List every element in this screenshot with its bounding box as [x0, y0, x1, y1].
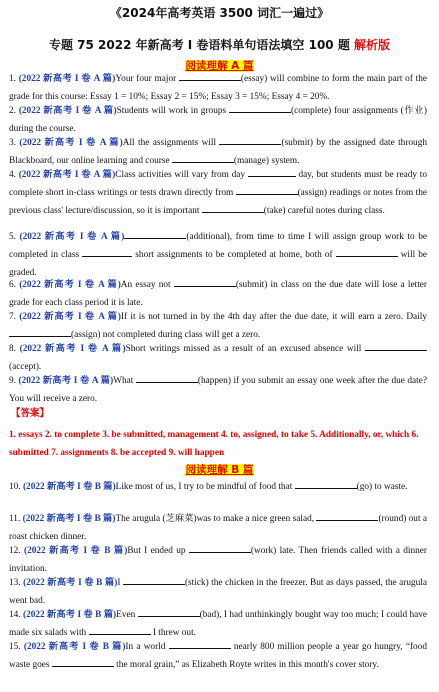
question-text: Even	[116, 610, 138, 620]
question-source: (2022 新高考 I 卷 A 篇)	[18, 106, 117, 116]
question-text: I	[117, 578, 123, 588]
question-source: (2022 新高考 I 卷 A 篇)	[18, 74, 116, 84]
answer-blank[interactable]	[189, 543, 251, 553]
question-text: (work) late. Then friends called with a dinner invitation.	[9, 546, 427, 574]
question-text: In a world	[125, 642, 169, 652]
question-text: nearly 800 million people a year go hungry, “food waste goes	[9, 642, 427, 670]
section-heading-a: 阅读理解 A 篇	[185, 60, 254, 72]
question-item	[9, 638, 427, 674]
question-text: (manage) system.	[233, 156, 300, 166]
answer-blank[interactable]	[9, 327, 71, 337]
question-text: (assign) not completed during class will get a zero.	[71, 330, 261, 340]
question-number: 13.	[9, 578, 24, 588]
question-text: What	[113, 376, 136, 386]
question-number: 8.	[9, 344, 20, 354]
question-item	[9, 228, 427, 282]
question-number: 14.	[9, 610, 23, 620]
subtitle-tag: 解析版	[354, 38, 391, 52]
question-text: (complete) four assignments (作业) during the course.	[9, 106, 427, 134]
question-text: (submit) by the assigned date through Blackboard, our online learning and course	[9, 138, 428, 166]
question-source: (2022 新高考 I 卷 A 篇)	[18, 376, 114, 386]
subtitle-main: 专题 75 2022 年新高考 I 卷语料单句语法填空 100 题	[48, 38, 350, 52]
question-text: (submit) in class on the due date will lose a letter grade for each class period it is late.	[9, 280, 427, 308]
answer-blank[interactable]	[236, 185, 298, 195]
question-item	[9, 308, 427, 344]
question-text: Class activities will vary from day	[115, 170, 248, 180]
answer-blank[interactable]	[123, 575, 185, 585]
question-text: Students will work in groups	[116, 106, 229, 116]
answer-blank[interactable]	[316, 511, 378, 521]
question-source: (2022 新高考 I 卷 B 篇)	[23, 610, 117, 620]
section-heading-b: 阅读理解 B 篇	[185, 464, 254, 476]
question-text: short assignments to be completed at home, both of	[132, 250, 336, 260]
answer-text: 1. essays 2. to complete 3. be submitted, management 4. to, assigned, to take 5. Additionally, or, which 6. submitted 7. assignments 8. be accepted 9. will happen	[9, 430, 419, 458]
question-text: All the assignments will	[122, 138, 220, 148]
answer-blank[interactable]	[295, 479, 357, 489]
question-text: (happen) if you submit an essay one week after the due date? You will receive a zero.	[9, 376, 427, 404]
question-item	[9, 372, 427, 408]
question-text: An essay not	[120, 280, 174, 290]
question-number: 10.	[9, 482, 23, 492]
answer-blank[interactable]	[365, 341, 427, 351]
question-item	[9, 510, 427, 546]
question-source: (2022 新高考 I 卷 B 篇)	[22, 514, 116, 524]
answer-blank[interactable]	[336, 247, 398, 257]
question-item	[9, 276, 427, 312]
question-number: 7.	[9, 312, 20, 322]
question-item	[9, 574, 427, 610]
question-item	[9, 166, 427, 220]
question-text: the moral grain,” as Elizabeth Royte writes in this month's cover story.	[113, 660, 379, 670]
question-source: (2022 新高考 I 卷 A 篇)	[19, 344, 126, 354]
question-source: (2022 新高考 I 卷 B 篇)	[23, 642, 126, 652]
answer-blank[interactable]	[174, 277, 236, 287]
answer-blank[interactable]	[124, 229, 186, 239]
question-number: 2.	[9, 106, 19, 116]
question-text: I threw out.	[150, 628, 196, 638]
question-number: 6.	[9, 280, 20, 290]
question-number: 11.	[9, 514, 23, 524]
question-number: 3.	[9, 138, 20, 148]
document-subtitle	[0, 36, 439, 53]
question-number: 5.	[9, 232, 20, 242]
question-text: But I ended up	[127, 546, 189, 556]
document-title: 《2024年高考英语 3500 词汇一遍过》	[109, 6, 330, 20]
question-text: If it is not turned in by the 4th day after the due date, it will earn a zero. Daily	[120, 312, 427, 322]
question-number: 4.	[9, 170, 19, 180]
question-text: (bad), I had unthinkingly bought way too much; I could have made six salads with	[9, 610, 428, 638]
question-text: (additional), from time to time I will assign group work to be completed in class	[9, 232, 428, 260]
question-item	[9, 134, 427, 170]
answer-blank[interactable]	[179, 71, 241, 81]
question-text: (round) out a roast chicken dinner.	[9, 514, 427, 542]
question-text: (go) to waste.	[356, 482, 408, 492]
answer-blank[interactable]	[169, 639, 231, 649]
question-source: (2022 新高考 I 卷 B 篇)	[24, 546, 128, 556]
answer-blank[interactable]	[138, 607, 200, 617]
question-text: (essay) will combine to form the main part of the grade for this course: Essay 1 = 10%; Essay 2 = 15%; Essay 3 = 15%; Essay 4 = 20%.	[9, 74, 428, 102]
question-source: (2022 新高考 I 卷 B 篇)	[22, 482, 116, 492]
question-number: 15.	[9, 642, 24, 652]
question-source: (2022 新高考 I 卷 A 篇)	[19, 232, 125, 242]
answer-blank[interactable]	[89, 625, 151, 635]
question-text: will be graded.	[9, 250, 428, 278]
answer-blank[interactable]	[248, 167, 296, 177]
question-source: (2022 新高考 I 卷 A 篇)	[18, 170, 116, 180]
question-text: Like most of us, I try to be mindful of food that	[115, 482, 295, 492]
question-number: 12.	[9, 546, 25, 556]
question-number: 9.	[9, 376, 19, 386]
question-item	[9, 340, 427, 376]
question-item	[9, 70, 427, 106]
answer-blank[interactable]	[219, 135, 281, 145]
question-text: (assign) readings or notes from the previous class' lecture/discussion, so it is important	[9, 188, 427, 216]
question-text: day, but students must be ready to complete short in-class writings or tests drawn directly from	[9, 170, 427, 198]
question-text: Short writings missed as a result of an excused absence will	[125, 344, 365, 354]
question-text: (take) careful notes during class.	[263, 206, 385, 216]
question-text: (stick) the chicken in the freezer. But as days passed, the arugula went bad.	[9, 578, 427, 606]
question-text: (accept).	[9, 362, 42, 372]
answer-label: 【答案】	[11, 408, 50, 419]
question-text: Your four major	[115, 74, 179, 84]
answer-blank[interactable]	[202, 203, 264, 213]
question-item	[9, 478, 427, 496]
answer-blank[interactable]	[172, 153, 234, 163]
question-source: (2022 新高考 I 卷 B 篇)	[23, 578, 118, 588]
question-number: 1.	[9, 74, 19, 84]
question-item	[9, 542, 427, 578]
question-text: The arugula (芝麻菜)was to make a nice green salad,	[115, 514, 317, 524]
question-item	[9, 102, 427, 138]
answer-blank[interactable]	[52, 657, 114, 667]
question-source: (2022 新高考 I 卷 A 篇)	[19, 138, 123, 148]
question-source: (2022 新高考 I 卷 A 篇)	[19, 312, 121, 322]
question-source: (2022 新高考 I 卷 A 篇)	[19, 280, 121, 290]
answer-blank[interactable]	[82, 247, 132, 257]
question-item	[9, 606, 427, 642]
answer-blank[interactable]	[136, 373, 198, 383]
answer-blank[interactable]	[229, 103, 291, 113]
